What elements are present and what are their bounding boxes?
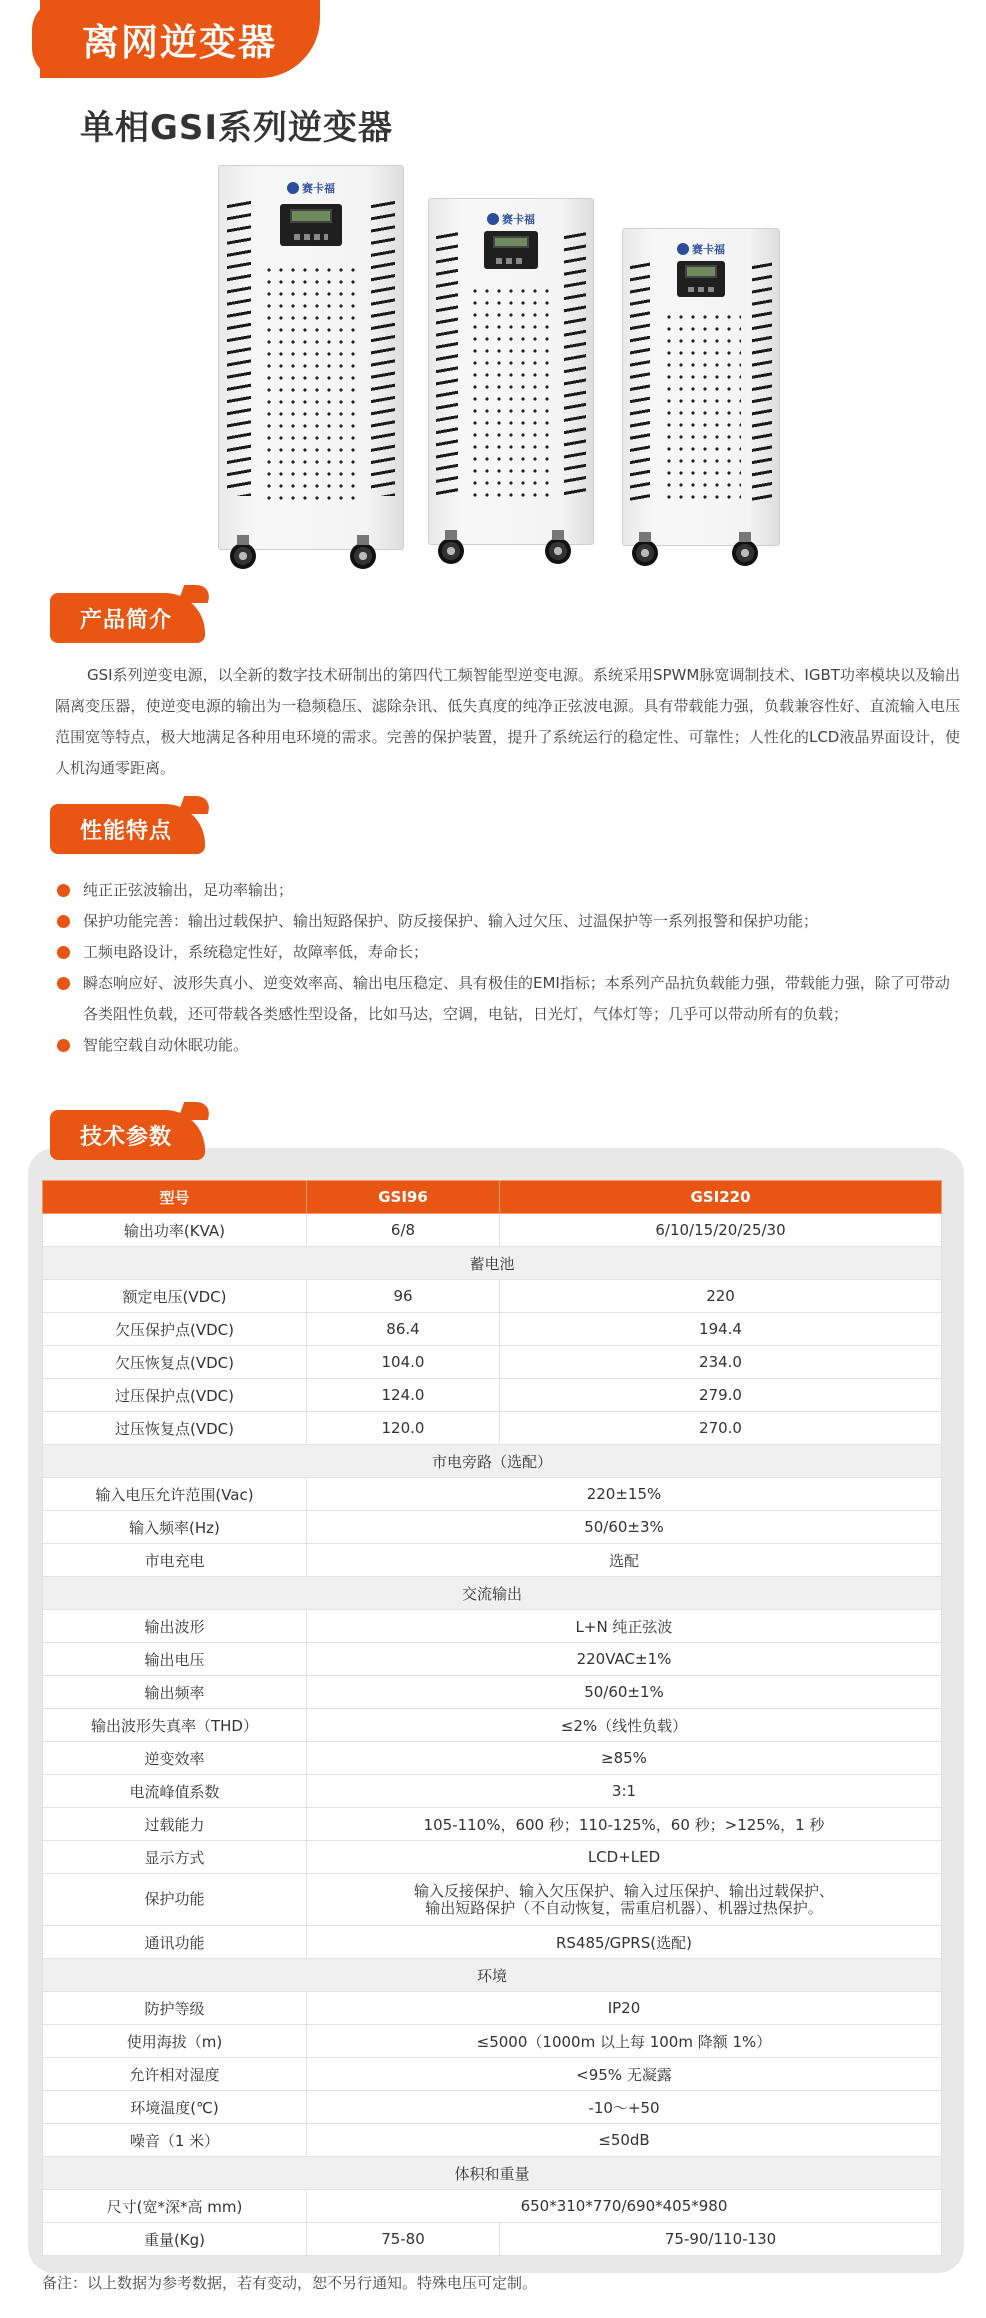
control-panel [677,261,725,297]
wheel [732,540,758,566]
table-header-row [43,1181,942,1214]
brand-logo: 赛卡福 [677,241,725,257]
table-row: 输出功率(KVA) 6/8 6/10/15/20/25/30 [43,1214,942,1247]
feature-item: 瞬态响应好、波形失真小、逆变效率高、输出电压稳定、具有极佳的EMI指标；本系列产品抗负载能力强，带载能力强，除了可带动各类阻性负载，还可带载各类感性型设备，比如马达，空调，电钻，日光灯，气体灯等；几乎可以带动所有的负载； [55,968,955,1030]
header-cell: 型号 [43,1181,307,1214]
category-title: 离网逆变器 [82,21,277,64]
category-banner [40,0,320,78]
intro-paragraph: GSI系列逆变电源，以全新的数字技术研制出的第四代工频智能型逆变电源。系统采用SPWM脉宽调制技术、IGBT功率模块以及输出隔离变压器，使逆变电源的输出为一稳频稳压、滤除杂讯、低失真度的纯净正弦波电源。具有带载能力强，负载兼容性好、直流输入电压范围宽等特点，极大地满足各种用电环境的需求。完善的保护装置，提升了系统运行的稳定性、可靠性；人性化的LCD液晶界面设计，使人机沟通零距离。 [55,666,960,777]
footnote: 备注：以上数据为参考数据，若有变动，恕不另行通知。特殊电压可定制。 [42,2274,538,2292]
control-panel [484,231,538,269]
feature-list [55,875,955,1061]
wheel [230,543,256,569]
table-row: 允许相对湿度 <95% 无凝露 [43,2058,942,2091]
table-row: 电流峰值系数 3:1 [43,1775,942,1808]
group-row: 环境 [43,1959,942,1992]
group-row: 蓄电池 [43,1247,942,1280]
protect-line-2: 输出短路保护（不自动恢复，需重启机器）、机器过热保护。 [425,1898,823,1917]
group-row: 体积和重量 [43,2157,942,2190]
bullet-icon [57,946,70,959]
section-tag-features [50,804,205,854]
table-row: 过载能力 105-110%，600 秒；110-125%，60 秒；>125%，1 秒 [43,1808,942,1841]
feature-item: 工频电路设计，系统稳定性好，故障率低，寿命长； [55,937,955,968]
header-cell: GSI220 [500,1181,942,1214]
brand-logo: 赛卡福 [287,180,335,196]
table-row: 欠压保护点(VDC) 86.4 194.4 [43,1313,942,1346]
table-row: 环境温度(℃) -10～+50 [43,2091,942,2124]
table-row: 额定电压(VDC) 96 220 [43,1280,942,1313]
section-heading: 性能特点 [80,818,173,844]
table-row: 防护等级 IP20 [43,1992,942,2025]
wheel [350,543,376,569]
table-row: 重量(Kg) 75-80 75-90/110-130 [43,2223,942,2256]
wheel [632,540,658,566]
section-tag-intro [50,593,205,643]
page-title: 单相GSI系列逆变器 [80,108,394,148]
table-row: 输出频率 50/60±1% [43,1676,942,1709]
table-row: 保护功能 输入反接保护、输入欠压保护、输入过压保护、输出过载保护、 输出短路保护（不自动恢复，需重启机器）、机器过热保护。 [43,1874,942,1926]
table-row: 过压恢复点(VDC) 120.0 270.0 [43,1412,942,1445]
section-heading: 产品简介 [80,607,173,633]
table-row: 市电充电 选配 [43,1544,942,1577]
spec-table [42,1180,942,2256]
control-panel [280,204,342,246]
bullet-icon [57,884,70,897]
table-row: 噪音（1 米） ≤50dB [43,2124,942,2157]
header-cell: GSI96 [306,1181,499,1214]
table-row: 尺寸(宽*深*高 mm) 650*310*770/690*405*980 [43,2190,942,2223]
feature-item: 智能空载自动休眠功能。 [55,1030,955,1061]
bullet-icon [57,1039,70,1052]
inverter-cabinet-medium [428,198,594,545]
protect-line-1: 输入反接保护、输入欠压保护、输入过压保护、输出过载保护、 [413,1881,834,1900]
table-row: 过压保护点(VDC) 124.0 279.0 [43,1379,942,1412]
table-row: 使用海拔（m) ≤5000（1000m 以上每 100m 降额 1%） [43,2025,942,2058]
table-row: 欠压恢复点(VDC) 104.0 234.0 [43,1346,942,1379]
table-row: 逆变效率 ≥85% [43,1742,942,1775]
inverter-cabinet-large [218,165,404,550]
brand-logo: 赛卡福 [487,211,535,227]
feature-item: 保护功能完善：输出过载保护、输出短路保护、防反接保护、输入过欠压、过温保护等一系列报警和保护功能； [55,906,955,937]
wheel [545,538,571,564]
table-row: 输入频率(Hz) 50/60±3% [43,1511,942,1544]
section-tag-specs [50,1110,205,1160]
table-row: 输出波形 L+N 纯正弦波 [43,1610,942,1643]
table-row: 通讯功能 RS485/GPRS(选配) [43,1926,942,1959]
section-heading: 技术参数 [80,1124,173,1150]
table-row: 显示方式 LCD+LED [43,1841,942,1874]
group-row: 市电旁路（选配） [43,1445,942,1478]
bullet-icon [57,977,70,990]
table-row: 输出电压 220VAC±1% [43,1643,942,1676]
inverter-cabinet-small [622,228,780,546]
group-row: 交流输出 [43,1577,942,1610]
table-row: 输入电压允许范围(Vac) 220±15% [43,1478,942,1511]
bullet-icon [57,915,70,928]
table-row: 输出波形失真率（THD） ≤2%（线性负载） [43,1709,942,1742]
wheel [438,538,464,564]
feature-item: 纯正正弦波输出，足功率输出； [55,875,955,906]
